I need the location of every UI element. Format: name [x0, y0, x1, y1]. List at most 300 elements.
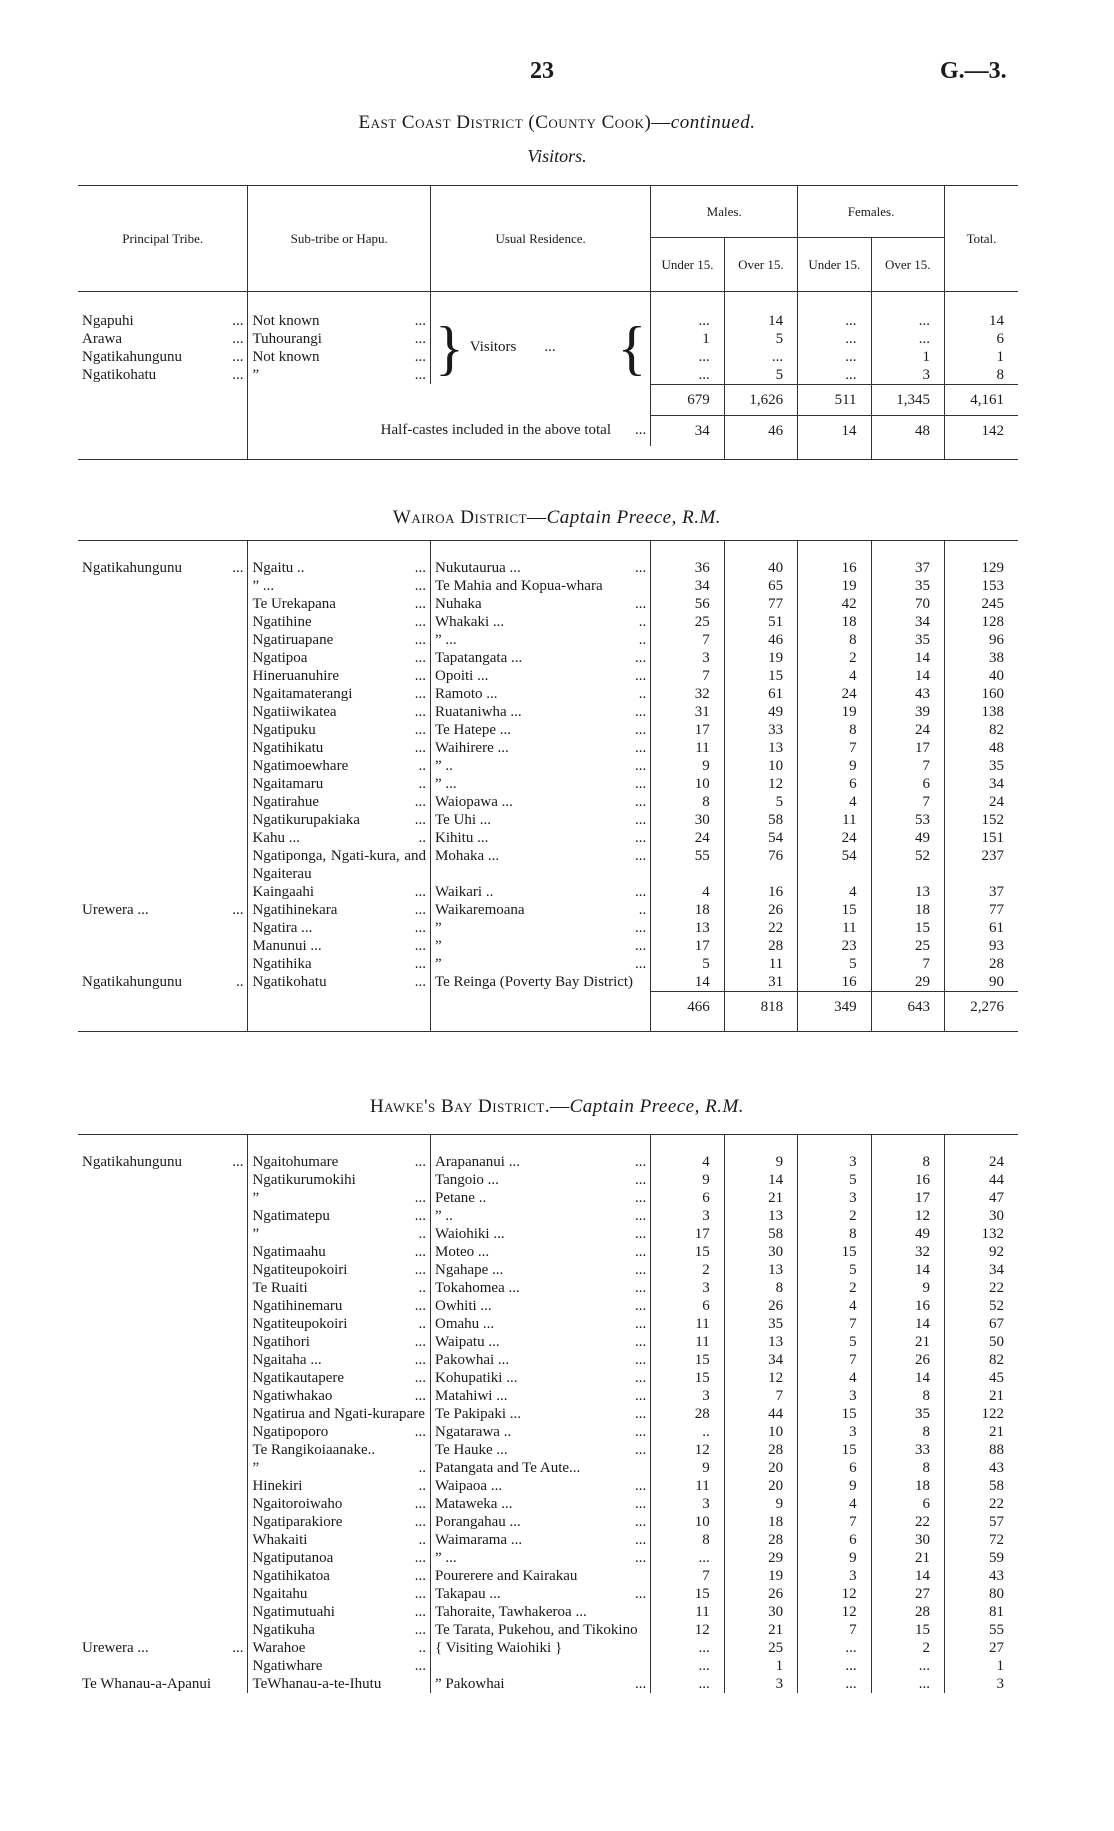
dot-leader: ... [414, 721, 426, 738]
cell-text: Ngaitohumare [252, 1153, 339, 1170]
dot-leader: ... [414, 1243, 426, 1260]
males-over-15: 8 [724, 1279, 797, 1297]
cell-text: Nuhaka [434, 595, 482, 612]
males-over-15: 15 [724, 667, 797, 685]
females-under-15: ... [798, 1657, 871, 1675]
males-under-15: 3 [651, 1207, 724, 1225]
cell [430, 1405, 650, 1423]
header-sub-tribe: Sub-tribe or Hapu. [248, 186, 431, 292]
dot-leader: .. [418, 829, 426, 846]
males-over-15: 65 [724, 577, 797, 595]
cell [78, 811, 248, 829]
cell [248, 829, 431, 847]
total: 50 [989, 1333, 1004, 1350]
cell-text: Te Hauke ... [434, 1441, 508, 1458]
females-under-15: 8 [798, 721, 871, 739]
females-over-15: 16 [871, 1171, 944, 1189]
dot-leader: ... [414, 739, 426, 756]
dot-leader: ... [414, 1351, 426, 1368]
females-under-15: 4 [798, 883, 871, 901]
cell-text: Ngatiteupokoiri [252, 1315, 348, 1332]
cell-text: Mataweka ... [434, 1495, 513, 1512]
females-under-15: ... [798, 1639, 871, 1657]
cell [430, 631, 650, 649]
cell-text: Ngatihika [252, 955, 312, 972]
cell-text: Ngatikautapere [252, 1369, 345, 1386]
table-row [78, 775, 1018, 793]
cell [248, 1585, 431, 1603]
totals-row [78, 991, 1018, 1022]
cell [248, 1369, 431, 1387]
total: 160 [981, 685, 1004, 702]
cell-text: Hinekiri [252, 1477, 303, 1494]
females-under-15: ... [798, 1675, 871, 1693]
residence-visitors-cell [430, 312, 650, 385]
males-under-15: 8 [651, 1531, 724, 1549]
cell [78, 685, 248, 703]
females-under-15: 24 [798, 829, 871, 847]
cell-text: ” [252, 1459, 260, 1476]
cell [430, 1513, 650, 1531]
cell-text: Kihitu ... [434, 829, 489, 846]
wairoa-title-text: Wairoa District— [392, 507, 547, 528]
females-over-15: 27 [871, 1585, 944, 1603]
females-over-15: 53 [871, 811, 944, 829]
females-under-15: 11 [798, 811, 871, 829]
dot-leader: ... [414, 312, 426, 329]
males-over-15: 76 [724, 847, 797, 883]
cell-text: ” ... [252, 577, 275, 594]
total: 61 [989, 919, 1004, 936]
table-row [78, 1531, 1018, 1549]
dot-leader: ... [414, 1495, 426, 1512]
cell [430, 793, 650, 811]
females-under-15: 15 [798, 1441, 871, 1459]
table-row [78, 955, 1018, 973]
header-males-over-15: Over 15. [724, 238, 797, 292]
cell-text: Ngatikurumokihi [252, 1171, 356, 1188]
males-over-15: 12 [724, 775, 797, 793]
cell-text: Ngatiputanoa [252, 1549, 334, 1566]
females-under-15: 12 [798, 1603, 871, 1621]
males-over-15: 9 [724, 1153, 797, 1171]
dot-leader: ... [414, 1513, 426, 1530]
cell [78, 901, 248, 919]
cell [248, 1189, 431, 1207]
total: 30 [989, 1207, 1004, 1224]
females-under-15: 9 [798, 1549, 871, 1567]
males-under-15: 7 [651, 667, 724, 685]
cell-text: Kaingaahi [252, 883, 315, 900]
males-under-15: 3 [651, 1279, 724, 1297]
cell [78, 1441, 248, 1459]
dot-leader: ... [414, 901, 426, 918]
females-under-15: 7 [798, 1351, 871, 1369]
cell-text: Ngatirahue [252, 793, 320, 810]
males-under-15: 8 [651, 793, 724, 811]
cell [248, 1441, 431, 1459]
females-over-15: 8 [871, 1153, 944, 1171]
dot-leader: .. [418, 1459, 426, 1476]
cell-text: Not known [252, 312, 320, 329]
total: 128 [981, 613, 1004, 630]
total: 8 [996, 366, 1004, 383]
cell [78, 1675, 248, 1693]
females-under-15: 4 [798, 1495, 871, 1513]
dot-leader: ... [635, 1423, 647, 1440]
table-row [78, 1441, 1018, 1459]
males-under-15: 36 [651, 559, 724, 577]
cell [430, 649, 650, 667]
cell-text: Whakaiti [252, 1531, 308, 1548]
dot-leader: ... [635, 1171, 647, 1188]
cell [78, 330, 248, 348]
females-over-15: 643 [871, 991, 944, 1022]
cell [430, 1279, 650, 1297]
total: 34 [989, 775, 1004, 792]
males-under-15: 11 [651, 1333, 724, 1351]
females-under-15: 54 [798, 847, 871, 883]
females-over-15: 8 [871, 1423, 944, 1441]
females-over-15: 24 [871, 721, 944, 739]
dot-leader: ... [414, 1387, 426, 1404]
total: 129 [981, 559, 1004, 576]
cell-text: Te Pakipaki ... [434, 1405, 521, 1422]
males-over-15: 28 [724, 937, 797, 955]
cell [78, 757, 248, 775]
females-under-15: 15 [798, 1243, 871, 1261]
total: 22 [989, 1495, 1004, 1512]
cell-text: Te Whanau-a-Apanui [82, 1675, 212, 1692]
cell-text: Ngatiruapane [252, 631, 334, 648]
dot-leader: ... [232, 1639, 244, 1656]
total: 138 [981, 703, 1004, 720]
cell [248, 1297, 431, 1315]
dot-leader: .. [638, 901, 647, 918]
table-row [78, 847, 1018, 883]
cell-text: Ngatipuku [252, 721, 316, 738]
males-over-15: 19 [724, 649, 797, 667]
cell [78, 1657, 248, 1675]
cell [78, 1171, 248, 1189]
cell-text: ” ... [434, 1549, 457, 1566]
females-over-15: 13 [871, 883, 944, 901]
cell-text: Ngatipoa [252, 649, 308, 666]
cell [430, 1477, 650, 1495]
males-over-15: ... [724, 348, 797, 366]
cell-text: Matahiwi ... [434, 1387, 508, 1404]
total: 82 [989, 1351, 1004, 1368]
dot-leader: ... [635, 1675, 647, 1692]
cell [430, 577, 650, 595]
cell-text: Waipatu ... [434, 1333, 500, 1350]
table-row [78, 1369, 1018, 1387]
dot-leader: ... [414, 330, 426, 347]
cell-text: Te Ruaiti [252, 1279, 308, 1296]
dot-leader: ... [635, 739, 647, 756]
cell-text: Tahoraite, Tawhakeroa ... [434, 1603, 587, 1620]
cell [248, 847, 431, 883]
males-over-15: 20 [724, 1477, 797, 1495]
dot-leader: ... [414, 1603, 426, 1620]
cell [430, 1531, 650, 1549]
males-over-15: 26 [724, 901, 797, 919]
cell [430, 1369, 650, 1387]
females-over-15: 21 [871, 1333, 944, 1351]
cell-text: Ngatihori [252, 1333, 310, 1350]
cell-text: ” [434, 937, 442, 954]
females-over-15: 29 [871, 973, 944, 992]
females-under-15: 6 [798, 775, 871, 793]
males-under-15: 15 [651, 1369, 724, 1387]
males-over-15: 10 [724, 1423, 797, 1441]
cell [430, 883, 650, 901]
total: 48 [989, 739, 1004, 756]
females-under-15: 16 [798, 559, 871, 577]
dot-leader: ... [635, 829, 647, 846]
cell-text: Ngatikahungunu [82, 348, 182, 365]
table-row [78, 919, 1018, 937]
cell-text: Ngaitamaterangi [252, 685, 353, 702]
dot-leader: ... [635, 1477, 647, 1494]
dot-leader: ... [414, 1207, 426, 1224]
cell-text: Moteo ... [434, 1243, 490, 1260]
females-under-15: 4 [798, 1297, 871, 1315]
cell-text: Ngaitaha ... [252, 1351, 322, 1368]
total: 96 [989, 631, 1004, 648]
males-under-15: 15 [651, 1243, 724, 1261]
dot-leader: ... [544, 339, 556, 356]
cell [248, 1639, 431, 1657]
dot-leader: ... [414, 919, 426, 936]
males-over-15: 10 [724, 757, 797, 775]
total: 93 [989, 937, 1004, 954]
females-over-15: 7 [871, 793, 944, 811]
header-females: Females. [798, 186, 945, 238]
cell [78, 883, 248, 901]
table-row [78, 937, 1018, 955]
total: 245 [981, 595, 1004, 612]
table-row [78, 1387, 1018, 1405]
cell-text: Ngatikohatu [82, 366, 157, 383]
table-row [78, 1297, 1018, 1315]
cell-text: Ngaitahu [252, 1585, 308, 1602]
cell-text: Ngatiponga, Ngati-kura, and Ngaiterau [252, 847, 426, 882]
females-over-15: 35 [871, 577, 944, 595]
males-under-15: 31 [651, 703, 724, 721]
cell [430, 1459, 650, 1477]
table-row [78, 1171, 1018, 1189]
males-over-15: 21 [724, 1621, 797, 1639]
males-under-15: ... [651, 312, 724, 330]
document-reference: G.—3. [940, 58, 1007, 84]
males-under-15: 10 [651, 775, 724, 793]
cell [248, 1513, 431, 1531]
cell-text: Urewera ... [82, 901, 149, 918]
females-over-15: 35 [871, 631, 944, 649]
males-under-15: 10 [651, 1513, 724, 1531]
dot-leader: ... [635, 955, 647, 972]
dot-leader: ... [414, 1153, 426, 1170]
males-under-15: 34 [651, 415, 724, 446]
males-under-15: ... [651, 1675, 724, 1693]
total: 21 [989, 1423, 1004, 1440]
males-over-15: 14 [724, 1171, 797, 1189]
total: 132 [981, 1225, 1004, 1242]
males-over-15: 35 [724, 1315, 797, 1333]
totals-row [78, 384, 1018, 415]
cell-text: Waimarama ... [434, 1531, 523, 1548]
females-over-15: 12 [871, 1207, 944, 1225]
females-under-15: ... [798, 348, 871, 366]
females-under-15: 11 [798, 919, 871, 937]
table-row [78, 1405, 1018, 1423]
males-under-15: 25 [651, 613, 724, 631]
cell [248, 1549, 431, 1567]
males-over-15: 25 [724, 1639, 797, 1657]
total: 151 [981, 829, 1004, 846]
cell-text: Tangoio ... [434, 1171, 499, 1188]
males-under-15: 15 [651, 1585, 724, 1603]
table-row [78, 1315, 1018, 1333]
table-row [78, 1603, 1018, 1621]
cell-text: TeWhanau-a-te-Ihutu [252, 1675, 382, 1692]
header-usual-residence: Usual Residence. [430, 186, 650, 292]
cell [430, 1153, 650, 1171]
males-under-15: 55 [651, 847, 724, 883]
females-under-15: ... [798, 366, 871, 385]
east-title-cont: continued. [670, 112, 756, 133]
dot-leader: ... [414, 793, 426, 810]
males-under-15: 12 [651, 1441, 724, 1459]
males-over-15: 28 [724, 1441, 797, 1459]
females-over-15: 14 [871, 1369, 944, 1387]
females-over-15: 21 [871, 1549, 944, 1567]
table-row [78, 613, 1018, 631]
cell [248, 973, 431, 992]
total: 153 [981, 577, 1004, 594]
females-over-15: 16 [871, 1297, 944, 1315]
males-under-15: 466 [651, 991, 724, 1022]
females-over-15: 39 [871, 703, 944, 721]
table-row [78, 883, 1018, 901]
males-over-15: 20 [724, 1459, 797, 1477]
females-over-15: 22 [871, 1513, 944, 1531]
males-under-15: 3 [651, 1495, 724, 1513]
cell-text: Ramoto ... [434, 685, 498, 702]
cell [78, 1279, 248, 1297]
total: 40 [989, 667, 1004, 684]
dot-leader: .. [418, 1639, 426, 1656]
dot-leader: ... [414, 577, 426, 594]
males-over-15: 13 [724, 1261, 797, 1279]
males-under-15: 34 [651, 577, 724, 595]
females-under-15: 3 [798, 1423, 871, 1441]
cell-text: Mohaka ... [434, 847, 500, 864]
cell [430, 901, 650, 919]
males-over-15: 13 [724, 1333, 797, 1351]
table-row [78, 757, 1018, 775]
cell-text: Hineruanuhire [252, 667, 340, 684]
cell-text: ” [434, 919, 442, 936]
dot-leader: .. [638, 685, 647, 702]
cell-text: Ngatimoewhare [252, 757, 349, 774]
cell [78, 1423, 248, 1441]
females-under-15: 19 [798, 703, 871, 721]
table-row [78, 667, 1018, 685]
dot-leader: ... [414, 883, 426, 900]
cell [430, 1243, 650, 1261]
females-over-15: 32 [871, 1243, 944, 1261]
cell [430, 973, 650, 992]
cell [430, 1297, 650, 1315]
males-over-15: 12 [724, 1369, 797, 1387]
males-over-15: 30 [724, 1243, 797, 1261]
cell-text: ” [252, 1225, 260, 1242]
cell-text: Manunui ... [252, 937, 322, 954]
females-under-15: 8 [798, 631, 871, 649]
table-row [78, 1675, 1018, 1693]
cell-text: Ngatira ... [252, 919, 313, 936]
dot-leader: ... [414, 1549, 426, 1566]
cell [78, 1315, 248, 1333]
dot-leader: ... [635, 793, 647, 810]
cell [248, 883, 431, 901]
total: 80 [989, 1585, 1004, 1602]
dot-leader: ... [414, 1189, 426, 1206]
males-over-15: 9 [724, 1495, 797, 1513]
total: 55 [989, 1621, 1004, 1638]
dot-leader: ... [635, 595, 647, 612]
total: 34 [989, 1261, 1004, 1278]
residence-text: Visitors [469, 339, 517, 356]
table-row [78, 1423, 1018, 1441]
dot-leader: ... [414, 631, 426, 648]
cell [78, 829, 248, 847]
brace-right-icon: { [617, 314, 647, 381]
cell [248, 613, 431, 631]
cell-text: Kohupatiki ... [434, 1369, 518, 1386]
page-number: 23 [530, 58, 554, 84]
females-over-15: 35 [871, 1405, 944, 1423]
cell [248, 330, 431, 348]
dot-leader: ... [635, 721, 647, 738]
cell-text: Urewera ... [82, 1639, 149, 1656]
cell-text: Ngatiwhakao [252, 1387, 333, 1404]
cell [248, 793, 431, 811]
dot-leader: ... [635, 1585, 647, 1602]
dot-leader: .. [638, 613, 647, 630]
cell [430, 1603, 650, 1621]
males-under-15: ... [651, 348, 724, 366]
cell [248, 1387, 431, 1405]
table-row [78, 829, 1018, 847]
females-under-15: 5 [798, 1261, 871, 1279]
cell-text: ” .. [434, 1207, 453, 1224]
females-over-15: 28 [871, 1603, 944, 1621]
cell [248, 649, 431, 667]
total: 77 [989, 901, 1004, 918]
dot-leader: ... [414, 1621, 426, 1638]
males-over-15: 44 [724, 1405, 797, 1423]
cell [248, 1477, 431, 1495]
dot-leader: ... [414, 1423, 426, 1440]
males-under-15: 6 [651, 1189, 724, 1207]
dot-leader: .. [235, 973, 244, 990]
cell [78, 1153, 248, 1171]
males-over-15: 46 [724, 631, 797, 649]
header-total: Total. [944, 186, 1018, 292]
